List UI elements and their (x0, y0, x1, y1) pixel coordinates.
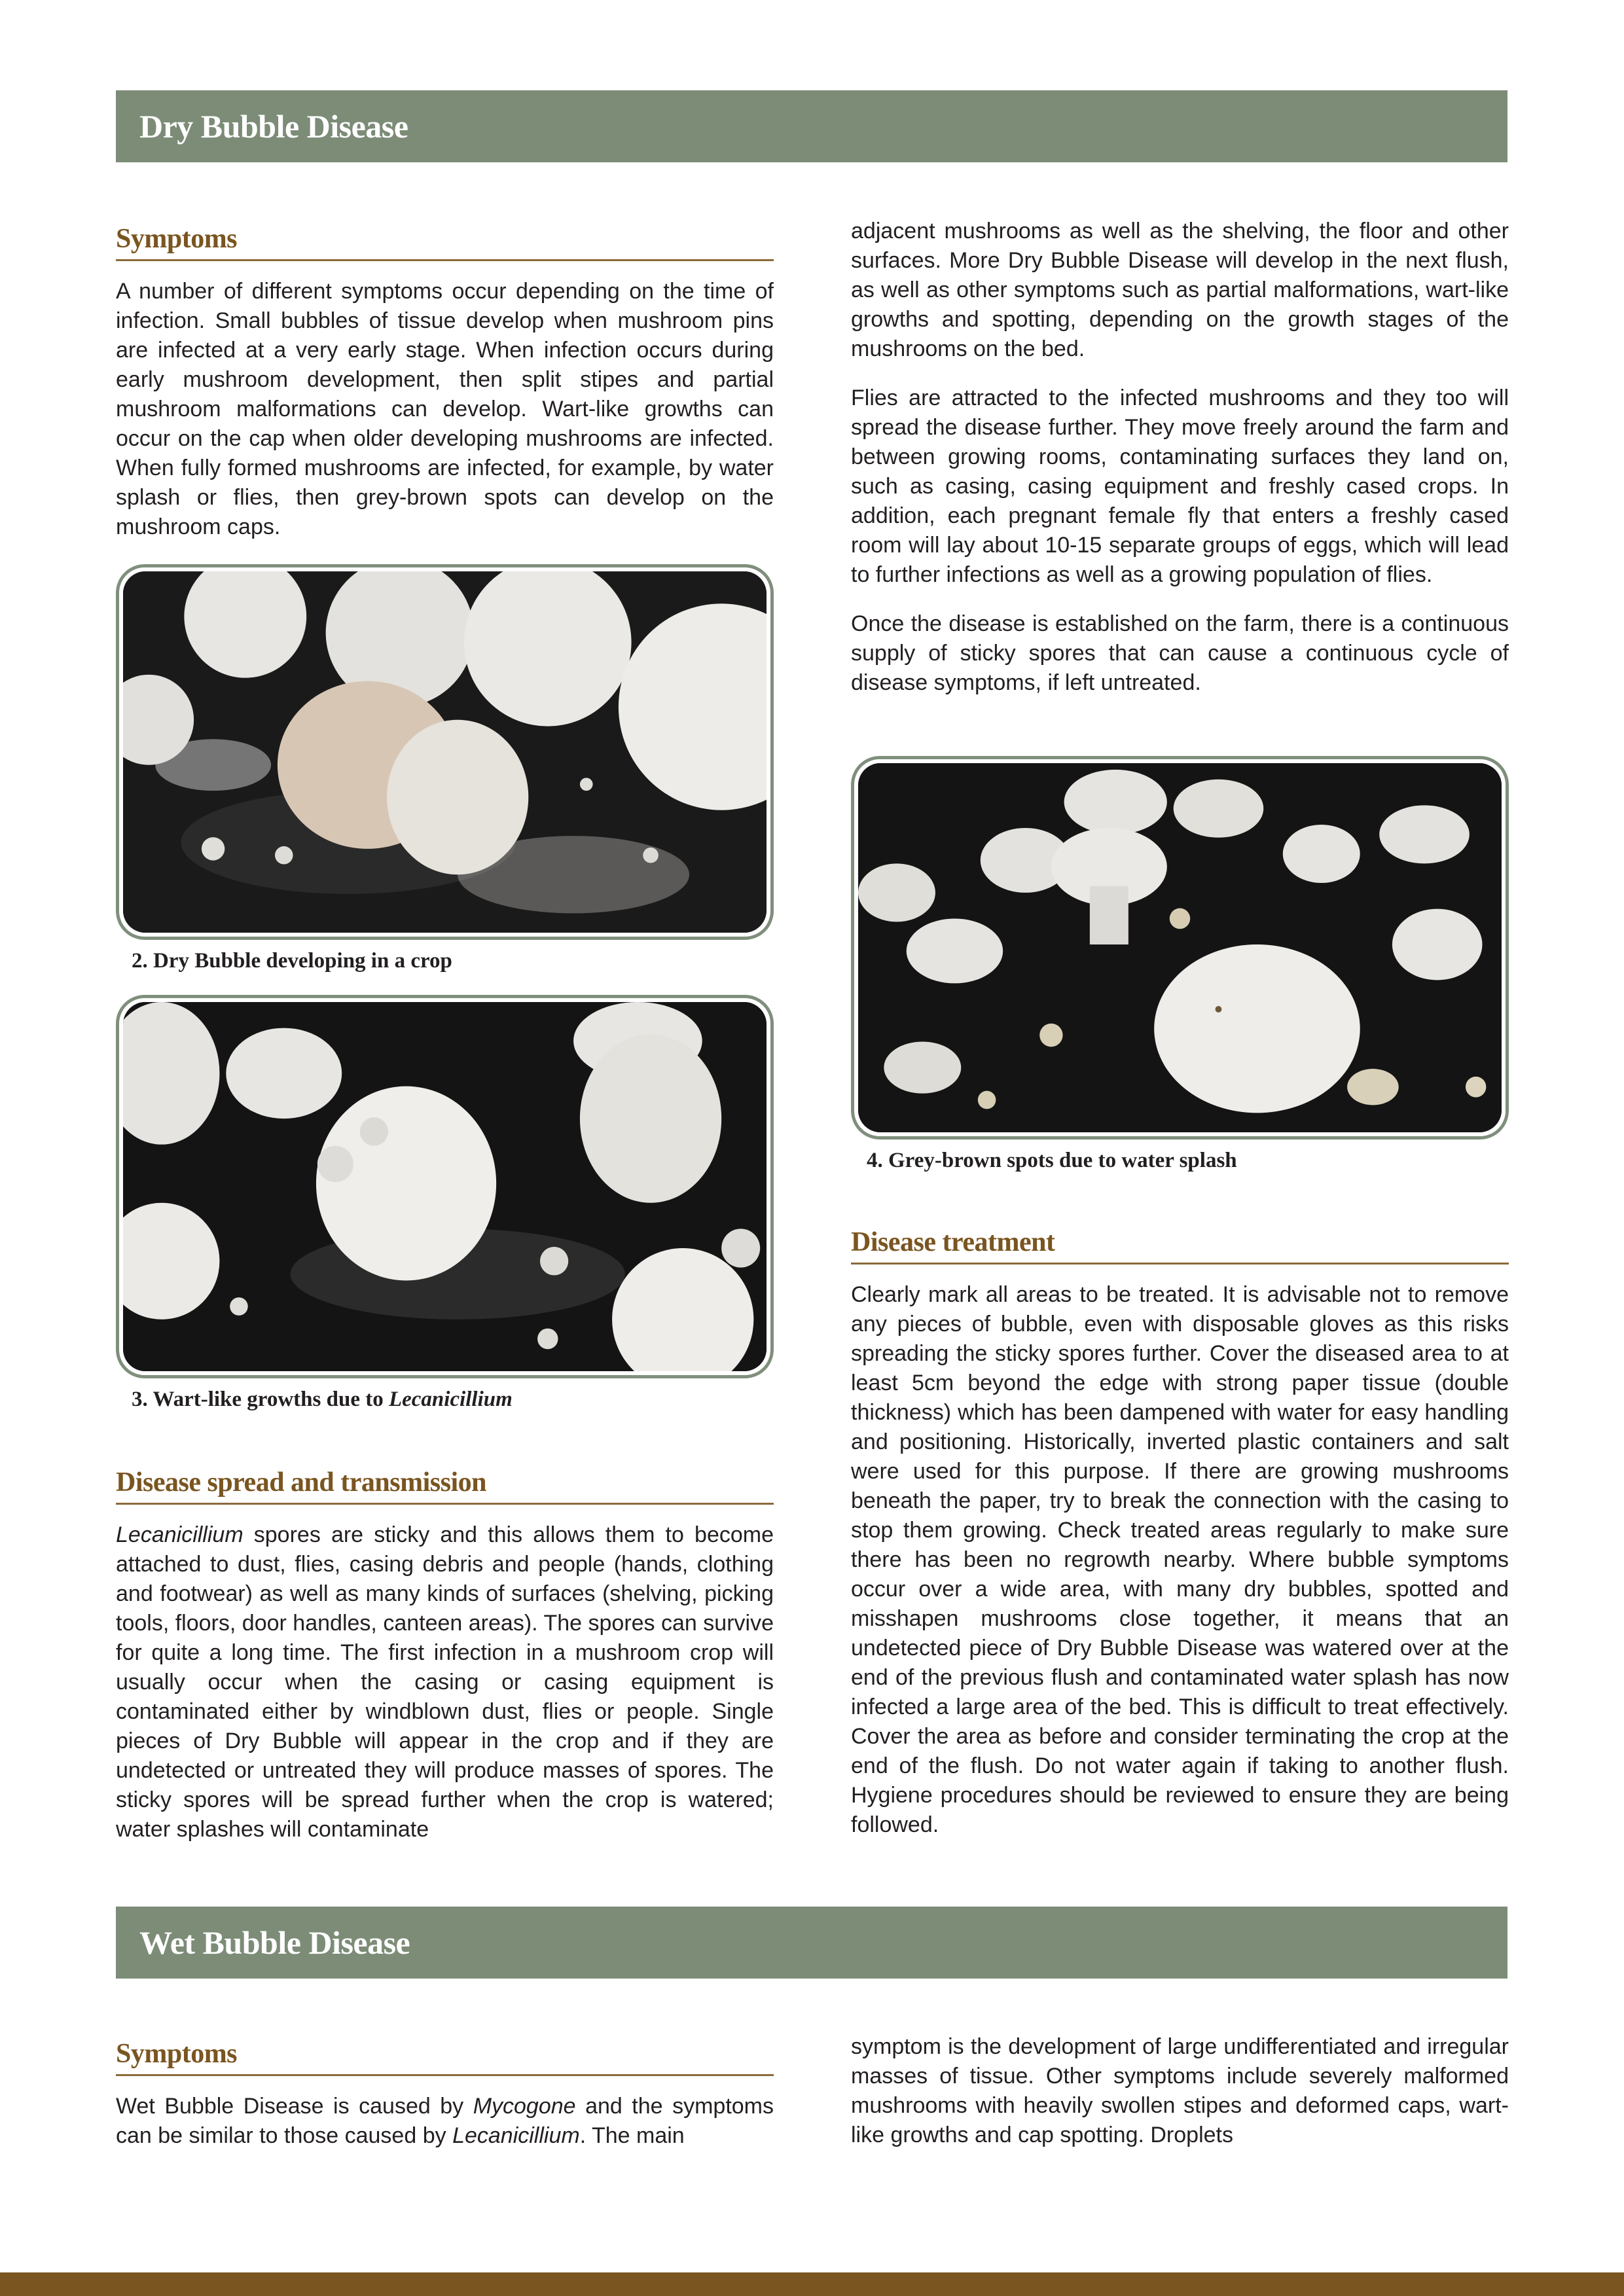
figure-4-caption: 4. Grey-brown spots due to water splash (867, 1149, 1237, 1172)
flies-paragraph: Flies are attracted to the infected mushrooms and they too will spread the disease further. They move freely around the farm and between growing rooms, contaminating surfaces they land on, such as casing, casing equipment and freshly cased crops. In addition, each pregnant female fly that enters a freshly cased room will lay about 10-15 separate groups of eggs, which will lead to further infections as well as a growing population of flies. (851, 386, 1509, 587)
dry-bubble-crop-image (123, 571, 767, 933)
figure-4 (851, 756, 1509, 1175)
wet-symptoms-italic-2: Lecanicillium (452, 2123, 580, 2148)
wet-symptoms-text-c: . The main (579, 2123, 685, 2148)
dry-bubble-right-column (851, 217, 1509, 698)
wet-symptoms-italic-1: Mycogone (473, 2094, 576, 2119)
treatment-heading: Disease treatment (851, 1225, 1509, 1265)
spread-paragraph (116, 1520, 774, 1844)
figure-2 (116, 564, 774, 975)
symptoms-heading: Symptoms (116, 221, 774, 261)
wart-growths-image (123, 1002, 767, 1371)
spread-lead-italic: Lecanicillium (116, 1522, 244, 1547)
wet-symptoms-continued (851, 2032, 1509, 2150)
figure-3-photo (116, 995, 774, 1378)
footer-bar (0, 2272, 1624, 2296)
established-paragraph: Once the disease is established on the farm, there is a continuous supply of sticky spores that can cause a continuous cycle of disease symptoms, if left untreated. (851, 611, 1509, 695)
wet-symptoms-continued-paragraph: symptom is the development of large undifferentiated and irregular masses of tissue. Other symptoms include severely malformed mushrooms with heavily swollen stipes and deformed caps, wart-like growths and cap spotting. Droplets (851, 2034, 1509, 2147)
figure-2-photo (116, 564, 774, 940)
treatment-paragraph: Clearly mark all areas to be treated. It is advisable not to remove any pieces of bubble, even with disposable gloves as this risks spreading the sticky spores further. Cover the diseased area to at least 5cm beyond the edge with strong paper tissue (double thickness) which has been dampened with water for easy handling and positioning. Historically, inverted plastic containers and salt were used for this purpose. If there are growing mushrooms beneath the paper, try to break the connection with the casing to stop them growing. Check treated areas regularly to make sure there has been no regrowth nearby. Where bubble symptoms occur over a wide area, with many dry bubbles, spotted and misshapen mushrooms close together, it means that an undetected piece of Dry Bubble Disease was watered over at the end of the previous flush and contaminated water splash has now infected a large area of the bed. This is difficult to treat effectively. Cover the area as before and consider terminating the crop at the end of the flush. Do not water again if taking to another flush. Hygiene procedures should be reviewed to ensure they are being followed. (851, 1282, 1509, 1837)
wet-symptoms-section (116, 2036, 774, 2151)
figure-3 (116, 995, 774, 1414)
wet-symptoms-text-b: and the symptoms can be similar to those caused by (116, 2094, 774, 2148)
wet-symptoms-text-a: Wet Bubble Disease is caused by (116, 2094, 473, 2119)
grey-brown-spots-image (858, 763, 1502, 1132)
wet-bubble-banner-title: Wet Bubble Disease (139, 1924, 410, 1961)
figure-3-caption-italic: Lecanicillium (388, 1388, 513, 1411)
wet-symptoms-paragraph (116, 2092, 774, 2151)
figure-4-photo (851, 756, 1509, 1139)
symptoms-paragraph: A number of different symptoms occur depending on the time of infection. Small bubbles of tissue develop when mushroom pins are infected at a very early stage. When infection occurs during early mushroom development, then split stipes and partial mushroom malformations can develop. Wart-like growths can occur on the cap when older developing mushrooms are infected. When fully formed mushrooms are infected, for example, by water splash or flies, then grey-brown spots can develop on the mushroom caps. (116, 279, 774, 539)
spread-section (116, 1465, 774, 1844)
dry-bubble-banner (116, 90, 1507, 162)
figure-3-caption (116, 1385, 774, 1414)
spread-heading: Disease spread and transmission (116, 1465, 774, 1505)
spread-text: spores are sticky and this allows them to become attached to dust, flies, casing debris and people (hands, clothing and footwear) as well as many kinds of surfaces (shelving, picking tools, floors, door handles, canteen areas). The spores can survive for quite a long time. The first infection in a mushroom crop will usually occur when the casing or casing equipment is contaminated either by windblown dust, flies or people. Single pieces of Dry Bubble will appear in the crop and if they are undetected or untreated they will produce masses of spores. The sticky spores will be spread further when the crop is watered; water splashes will contaminate (116, 1522, 774, 1842)
dry-bubble-left-column (116, 221, 774, 542)
figure-3-caption-text: 3. Wart-like growths due to (132, 1388, 389, 1411)
wet-symptoms-heading: Symptoms (116, 2036, 774, 2076)
wet-bubble-banner (116, 1907, 1507, 1979)
dry-bubble-banner-title: Dry Bubble Disease (139, 108, 408, 145)
treatment-section (851, 1225, 1509, 1840)
spread-continued-paragraph: adjacent mushrooms as well as the shelving, the floor and other surfaces. More Dry Bubble Disease will develop in the next flush, as well as other symptoms such as partial malformations, wart-like growths and spotting, depending on the growth stages of the mushrooms on the bed. (851, 219, 1509, 361)
figure-2-caption: 2. Dry Bubble developing in a crop (132, 949, 452, 973)
